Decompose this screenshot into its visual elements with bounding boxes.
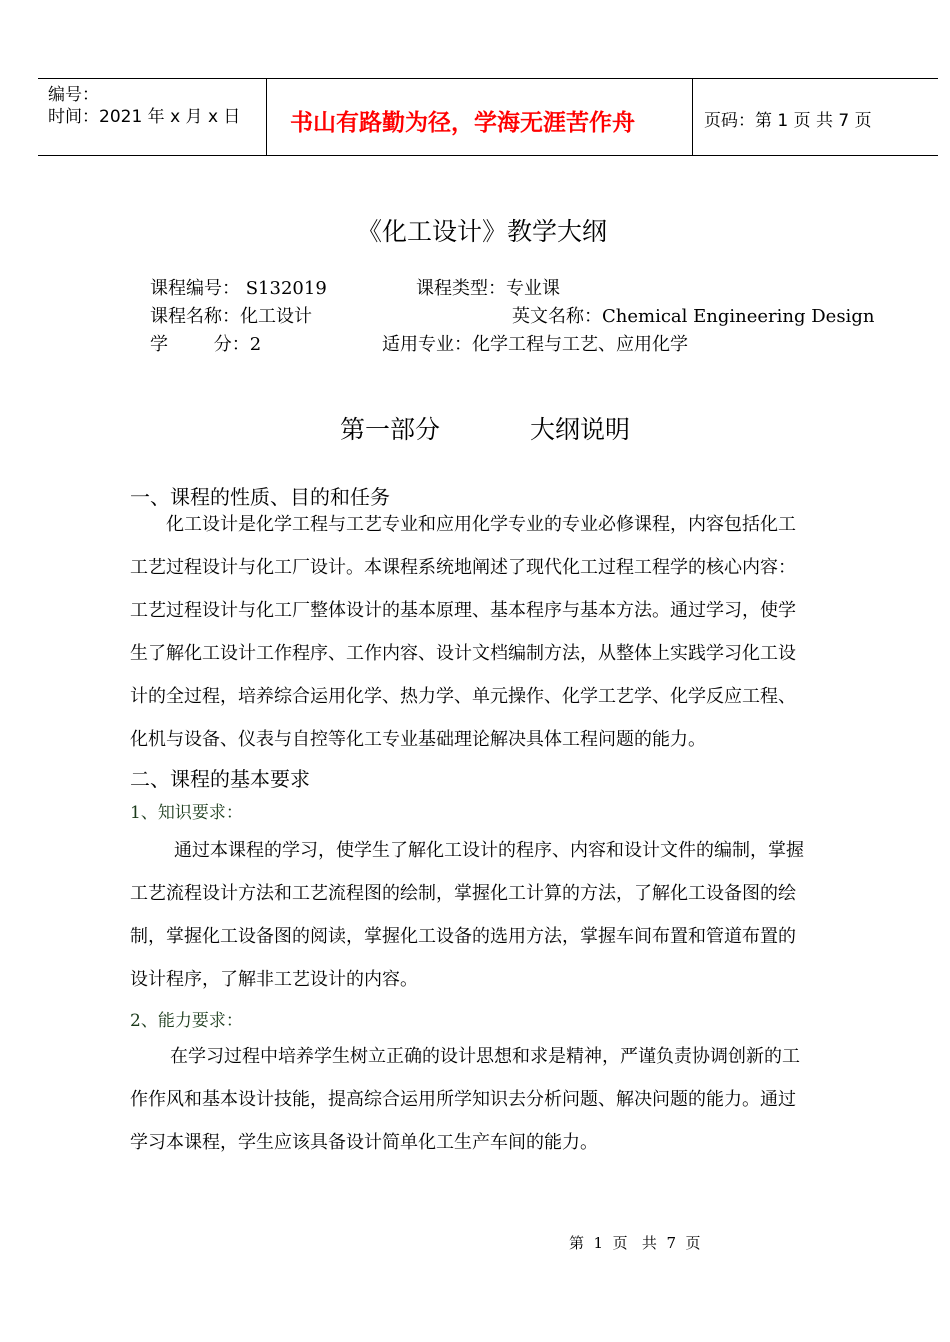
ability-line: 学习本课程，学生应该具备设计简单化工生产车间的能力。 xyxy=(130,1132,598,1153)
ability-label: 2、能力要求： xyxy=(130,1011,243,1031)
section1-line: 工艺过程设计与化工厂设计。本课程系统地阐述了现代化工过程工程学的核心内容： xyxy=(130,557,796,578)
header-page-info: 页码：第 1 页 共 7 页 xyxy=(704,111,872,131)
knowledge-label: 1、知识要求： xyxy=(130,803,243,823)
section1-line: 化机与设备、仪表与自控等化工专业基础理论解决具体工程问题的能力。 xyxy=(130,729,706,750)
section1-heading: 一、课程的性质、目的和任务 xyxy=(130,485,390,509)
ability-line: 作作风和基本设计技能，提高综合运用所学知识去分析问题、解决问题的能力。通过 xyxy=(130,1089,796,1110)
section1-line: 工艺过程设计与化工厂整体设计的基本原理、基本程序与基本方法。通过学习，使学 xyxy=(130,600,796,621)
section2-heading: 二、课程的基本要求 xyxy=(130,767,310,791)
section1-line: 生了解化工设计工作程序、工作内容、设计文档编制方法，从整体上实践学习化工设 xyxy=(130,643,796,664)
part-name: 大纲说明 xyxy=(530,415,631,444)
knowledge-line: 通过本课程的学习，使学生了解化工设计的程序、内容和设计文件的编制，掌握 xyxy=(174,840,804,861)
knowledge-body xyxy=(130,829,846,1001)
section1-line: 计的全过程，培养综合运用化学、热力学、单元操作、化学工艺学、化学反应工程、 xyxy=(130,686,796,707)
ability-line: 在学习过程中培养学生树立正确的设计思想和求是精神，严谨负责协调创新的工 xyxy=(170,1046,800,1067)
meta-course-code: 课程编号： S132019 xyxy=(150,278,327,299)
meta-major: 适用专业：化学工程与工艺、应用化学 xyxy=(382,334,688,355)
header-divider-right xyxy=(692,78,693,155)
meta-course-type: 课程类型：专业课 xyxy=(416,278,560,299)
header-bottom-rule xyxy=(38,155,938,156)
part-label: 第一部分 xyxy=(340,415,441,444)
knowledge-line: 制，掌握化工设备图的阅读，掌握化工设备的选用方法，掌握车间布置和管道布置的 xyxy=(130,926,796,947)
section1-body xyxy=(130,503,846,761)
section1-line: 化工设计是化学工程与工艺专业和应用化学专业的专业必修课程，内容包括化工 xyxy=(166,514,796,535)
page-footer: 第 1 页 共 7 页 xyxy=(569,1234,701,1252)
ability-body xyxy=(130,1035,846,1164)
header-number-label: 编号： xyxy=(48,85,99,105)
header-top-rule xyxy=(38,78,938,79)
doc-title: 《化工设计》教学大纲 xyxy=(357,217,608,246)
header-divider-left xyxy=(266,78,267,155)
meta-credit: 学 分：2 xyxy=(150,334,262,355)
meta-course-name: 课程名称：化工设计 xyxy=(150,306,312,327)
header-slogan: 书山有路勤为径，学海无涯苦作舟 xyxy=(290,109,635,136)
knowledge-line: 工艺流程设计方法和工艺流程图的绘制，掌握化工计算的方法，了解化工设备图的绘 xyxy=(130,883,796,904)
meta-english-name: 英文名称：Chemical Engineering Design xyxy=(512,306,875,327)
knowledge-line: 设计程序，了解非工艺设计的内容。 xyxy=(130,969,418,990)
header-time-label: 时间：2021 年 x 月 x 日 xyxy=(48,107,241,127)
